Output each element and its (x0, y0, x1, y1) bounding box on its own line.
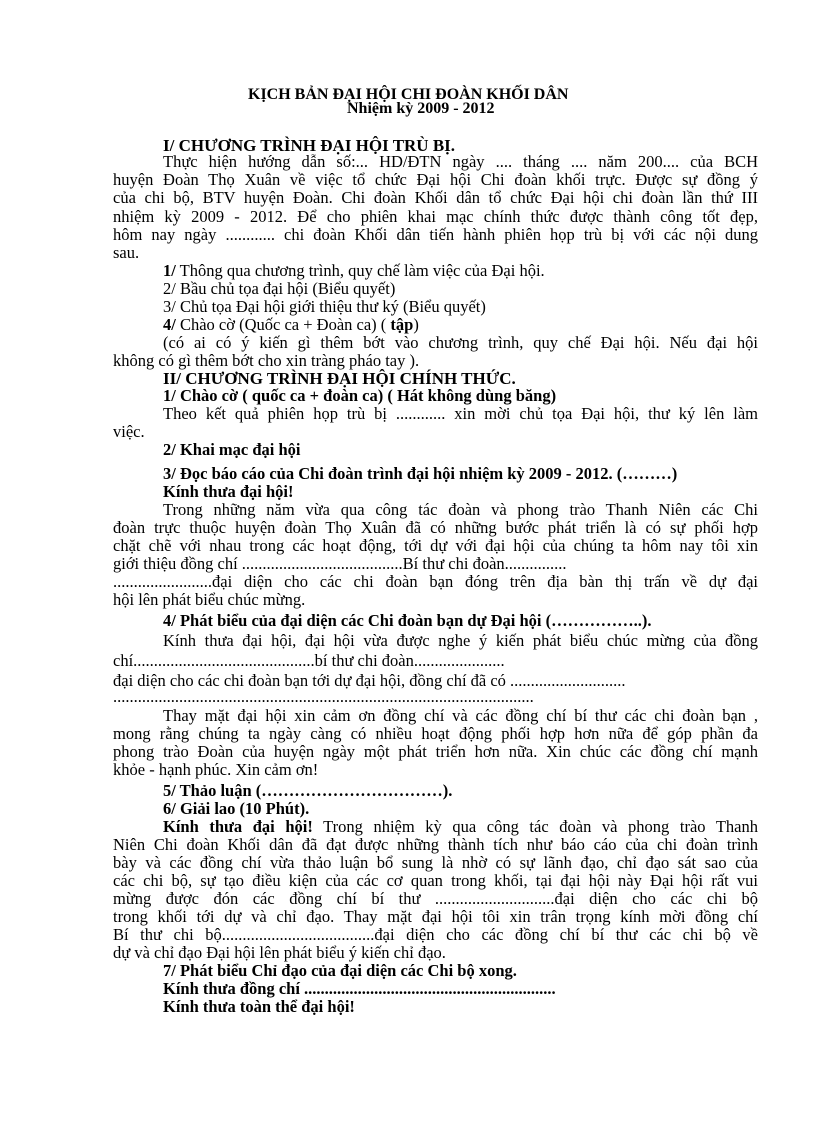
para-line: hội lên phát biểu chúc mừng. (113, 590, 306, 609)
step-7-heading: 7/ Phát biểu Chỉ đạo của đại diện các Chi bộ xong. (163, 961, 517, 980)
para-line: Thay mặt đại hội xin cảm ơn đồng chí và các đồng chí bí thư các chi đoàn bạn , (163, 706, 758, 725)
para-line: Trong những năm vừa qua công tác đoàn và phong trào Thanh Niên các Chi (163, 500, 758, 519)
para-line: đại diện cho các chi đoàn bạn tới dự đại hội, đồng chí đã có ............................ (113, 671, 626, 690)
step-3-heading: 3/ Đọc báo cáo của Chi đoàn trình đại hội nhiệm kỳ 2009 - 2012. (………) (163, 464, 678, 483)
para-line: huyện Đoàn Thọ Xuân về việc tổ chức Đại hội Chi đoàn khối trực. Được sự đồng ý (113, 170, 758, 189)
para-line: chí............................................bí thư chi đoàn...................... (113, 651, 505, 670)
item-text: Chào cờ (Quốc ca + Đoàn ca) ( (175, 315, 391, 334)
document-title: KỊCH BẢN ĐẠI HỘI CHI ĐOÀN KHỐI DÂN (248, 86, 569, 103)
para-line: hôm nay ngày ............ chi đoàn Khối dân tiến hành phiên họp trù bị với các nội dung (113, 225, 758, 244)
item-text: Thông qua chương trình, quy chế làm việc của Đại hội. (175, 261, 545, 280)
greeting: Kính thưa toàn thể đại hội! (163, 997, 355, 1016)
para-line: trong khối tới dự và chỉ đạo. Thay mặt đại hội tôi xin trân trọng kính mời đồng chí (113, 907, 758, 926)
para-line: (có ai có ý kiến gì thêm bớt vào chương trình, quy chế Đại hội. Nếu đại hội (163, 333, 758, 352)
para-line (163, 818, 758, 836)
section-2-heading: II/ CHƯƠNG TRÌNH ĐẠI HỘI CHÍNH THỨC. (163, 369, 516, 388)
item-number: 4/ (163, 315, 176, 334)
list-item (163, 316, 419, 334)
para-line: dự và chỉ đạo Đại hội lên phát biểu ý kiến chỉ đạo. (113, 943, 446, 962)
para-line: giới thiệu đồng chí .......................................Bí thư chi đoàn............... (113, 554, 567, 573)
para-line: sau. (113, 243, 140, 262)
para-line: Kính thưa đại hội, đại hội vừa được nghe ý kiến phát biểu chúc mừng của đồng (163, 631, 758, 650)
para-line: Bí thư chi bộ.....................................đại diện cho các đồng chí bí thư các chi bộ về (113, 925, 758, 944)
para-line: khỏe - hạnh phúc. Xin cảm ơn! (113, 760, 319, 779)
step-6-heading: 6/ Giải lao (10 Phút). (163, 799, 310, 818)
para-line: không có gì thêm bớt cho xin tràng pháo tay ). (113, 351, 420, 370)
item-emphasis: tập (390, 315, 414, 334)
para-line: của chi bộ, BTV huyện Đoàn. Chi đoàn Khối dân tổ chức Đại hội chi đoàn lần thứ III (113, 188, 758, 207)
para-line: mừng được đón các đồng chí bí thư .............................đại diện cho các chi bộ (113, 889, 758, 908)
para-line: ...................................................................................................... (113, 687, 534, 706)
list-item: 3/ Chủ tọa Đại hội giới thiệu thư ký (Biểu quyết) (163, 297, 486, 316)
para-line: Thực hiện hướng dẫn số:... HD/ĐTN ngày .... tháng .... năm 200.... của BCH (163, 152, 758, 171)
list-item: 2/ Bầu chủ tọa đại hội (Biểu quyết) (163, 279, 396, 298)
step-1-heading: 1/ Chào cờ ( quốc ca + đoàn ca) ( Hát không dùng băng) (163, 386, 557, 405)
section-1-heading: I/ CHƯƠNG TRÌNH ĐẠI HỘI TRÙ BỊ. (163, 136, 456, 155)
step-2-heading: 2/ Khai mạc đại hội (163, 440, 301, 459)
step-5-heading: 5/ Thảo luận (……………………………). (163, 781, 453, 800)
para-line: nhiệm kỳ 2009 - 2012. Để cho phiên khai mạc chính thức được thành công tốt đẹp, (113, 207, 758, 226)
para-line: bày và các đồng chí vừa thảo luận bổ sung là nhờ có sự lãnh đạo, chỉ đạo sát sao của (113, 853, 758, 872)
document-subtitle: Nhiệm kỳ 2009 - 2012 (347, 100, 495, 117)
para-line: các chi bộ, sự tạo điều kiện của các cơ quan trong khối, tại đại hội này Đại hội rất vui (113, 871, 758, 890)
para-line: mong rằng chúng ta ngày càng có nhiều hoạt động phối hợp hơn nữa để góp phần đa (113, 724, 758, 743)
para-line: việc. (113, 422, 145, 441)
list-item (163, 262, 545, 280)
greeting: Kính thưa đồng chí ............................................................. (163, 979, 556, 998)
greeting: Kính thưa đại hội! (163, 817, 313, 836)
para-line: Theo kết quả phiên họp trù bị ............ xin mời chủ tọa Đại hội, thư ký lên làm (163, 404, 758, 423)
step-4-heading: 4/ Phát biểu của đại diện các Chi đoàn bạn dự Đại hội (……………..). (163, 611, 652, 630)
para-text: Trong nhiệm kỳ qua công tác đoàn và phong trào Thanh (312, 817, 758, 836)
para-line: chặt chẽ với nhau trong các hoạt động, tới dự với đại hội của chúng ta hôm nay tôi xin (113, 536, 758, 555)
item-number: 1/ (163, 261, 176, 280)
para-line: đoàn trực thuộc huyện đoàn Thọ Xuân đã có những bước phát triển là có sự phối hợp (113, 518, 758, 537)
greeting: Kính thưa đại hội! (163, 482, 294, 501)
para-line: ........................đại diện cho các chi đoàn bạn đóng trên địa bàn thị trấn về dự đại (113, 572, 758, 591)
para-line: Niên Chi đoàn Khối dân đã đạt được những thành tích như báo cáo của chi đoàn trình (113, 835, 758, 854)
para-line: phong trào Đoàn của huyện ngày một phát triển hơn nữa. Xin chúc các đồng chí mạnh (113, 742, 758, 761)
item-text-end: ) (413, 315, 419, 334)
